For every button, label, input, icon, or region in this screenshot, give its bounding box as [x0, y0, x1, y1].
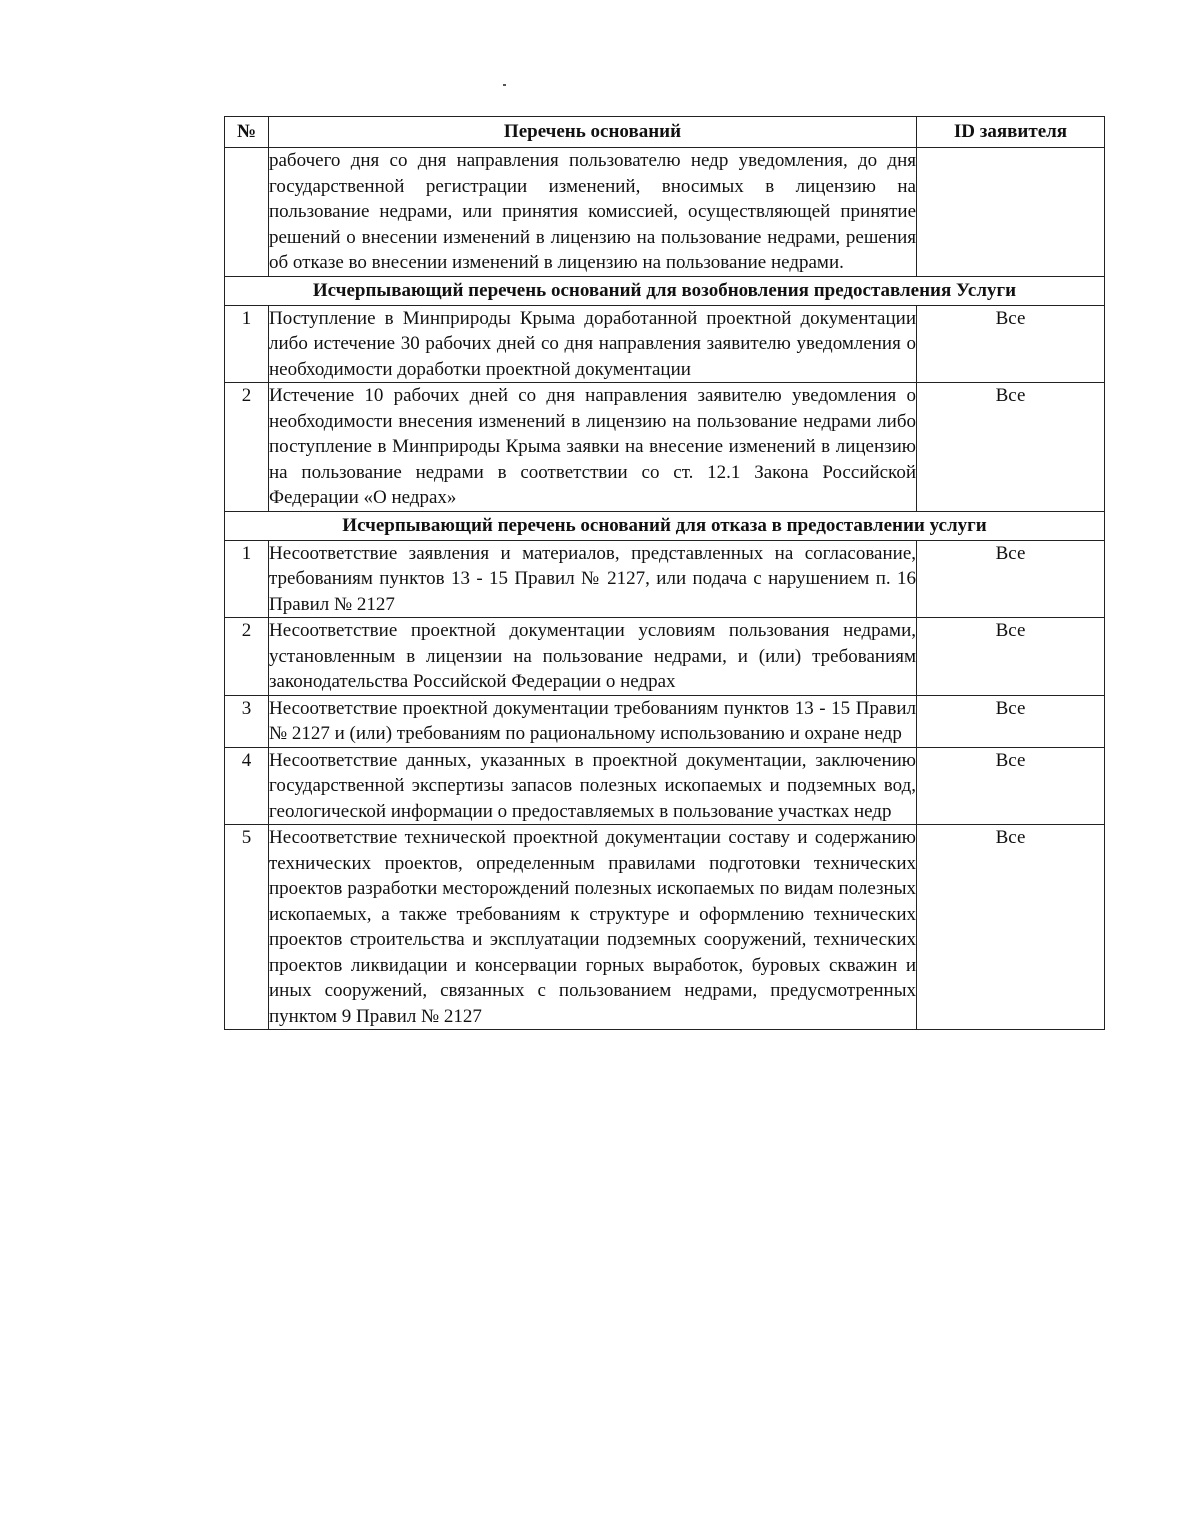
table-row [225, 383, 1105, 512]
row-num: 1 [225, 305, 269, 383]
row-text [269, 747, 917, 825]
table-row [225, 540, 1105, 618]
row-num: 2 [225, 618, 269, 696]
row-text-content: Несоответствие заявления и материалов, представленных на согласование, требованиям пунктов 13 - 15 Правил № 2127, или подача с нарушением п. 16 Правил № 2127 [269, 542, 916, 615]
row-id: Все [917, 825, 1105, 1030]
row-id [917, 148, 1105, 277]
row-text-content: Поступление в Минприроды Крыма доработанной проектной документации либо истечение 30 рабочих дней со дня направления заявителю уведомления о необходимости доработки проектной документации [269, 307, 916, 380]
row-text-content: Несоответствие проектной документации требованиям пунктов 13 - 15 Правил № 2127 и (или) требованиям по рациональному использованию и охране недр [269, 697, 916, 744]
row-text [269, 383, 917, 512]
row-text [269, 618, 917, 696]
row-id: Все [917, 540, 1105, 618]
section-title-row [225, 511, 1105, 540]
row-num: 5 [225, 825, 269, 1030]
table-row-continuation [225, 148, 1105, 277]
reasons-table [224, 116, 1105, 1030]
row-id: Все [917, 305, 1105, 383]
header-applicant-id: ID заявителя [917, 117, 1105, 148]
row-text [269, 825, 917, 1030]
row-num: 4 [225, 747, 269, 825]
continuation-text: рабочего дня со дня направления пользователю недр уведомления, до дня государственной регистрации изменений, вносимых в лицензию на пользование недрами, или принятия комиссией, осуществляющей принятие решений о внесении изменений в лицензию на пользование недрами, решения об отказе во внесении изменений в лицензию на пользование недрами. [269, 150, 916, 273]
row-id: Все [917, 695, 1105, 747]
row-text [269, 540, 917, 618]
row-text [269, 305, 917, 383]
header-reasons: Перечень оснований [269, 117, 917, 148]
table-row [225, 618, 1105, 696]
section-title-resume: Исчерпывающий перечень оснований для возобновления предоставления Услуги [225, 276, 1105, 305]
row-num: 2 [225, 383, 269, 512]
header-num: № [225, 117, 269, 148]
scan-speck [503, 84, 506, 86]
table-row [225, 305, 1105, 383]
table-row [225, 695, 1105, 747]
row-id: Все [917, 383, 1105, 512]
row-id: Все [917, 618, 1105, 696]
table-header-row [225, 117, 1105, 148]
row-text-content: Несоответствие технической проектной документации составу и содержанию технических проектов, определенным правилами подготовки технических проектов разработки месторождений полезных ископаемых по видам полезных ископаемых, а также требованиям к структуре и оформлению технических проектов строительства и эксплуатации подземных сооружений, технических проектов ликвидации и консервации горных выработок, буровых скважин и иных сооружений, связанных с пользованием недрами, предусмотренных пунктом 9 Правил № 2127 [269, 827, 916, 1027]
row-num: 1 [225, 540, 269, 618]
section-title-row [225, 276, 1105, 305]
row-text [269, 148, 917, 277]
row-text [269, 695, 917, 747]
row-num [225, 148, 269, 277]
section-title-refusal: Исчерпывающий перечень оснований для отказа в предоставлении услуги [225, 511, 1105, 540]
row-id: Все [917, 747, 1105, 825]
table-row [225, 825, 1105, 1030]
row-text-content: Истечение 10 рабочих дней со дня направления заявителю уведомления о необходимости внесения изменений в лицензию на пользование недрами либо поступление в Минприроды Крыма заявки на внесение изменений в лицензию на пользование недрами в соответствии со ст. 12.1 Закона Российской Федерации «О недрах» [269, 385, 916, 508]
row-num: 3 [225, 695, 269, 747]
row-text-content: Несоответствие проектной документации условиям пользования недрами, установленным в лицензии на пользование недрами, и (или) требованиям законодательства Российской Федерации о недрах [269, 620, 916, 692]
table-row [225, 747, 1105, 825]
row-text-content: Несоответствие данных, указанных в проектной документации, заключению государственной экспертизы запасов полезных ископаемых и подземных вод, геологической информации о предоставляемых в пользование участках недр [269, 749, 916, 822]
